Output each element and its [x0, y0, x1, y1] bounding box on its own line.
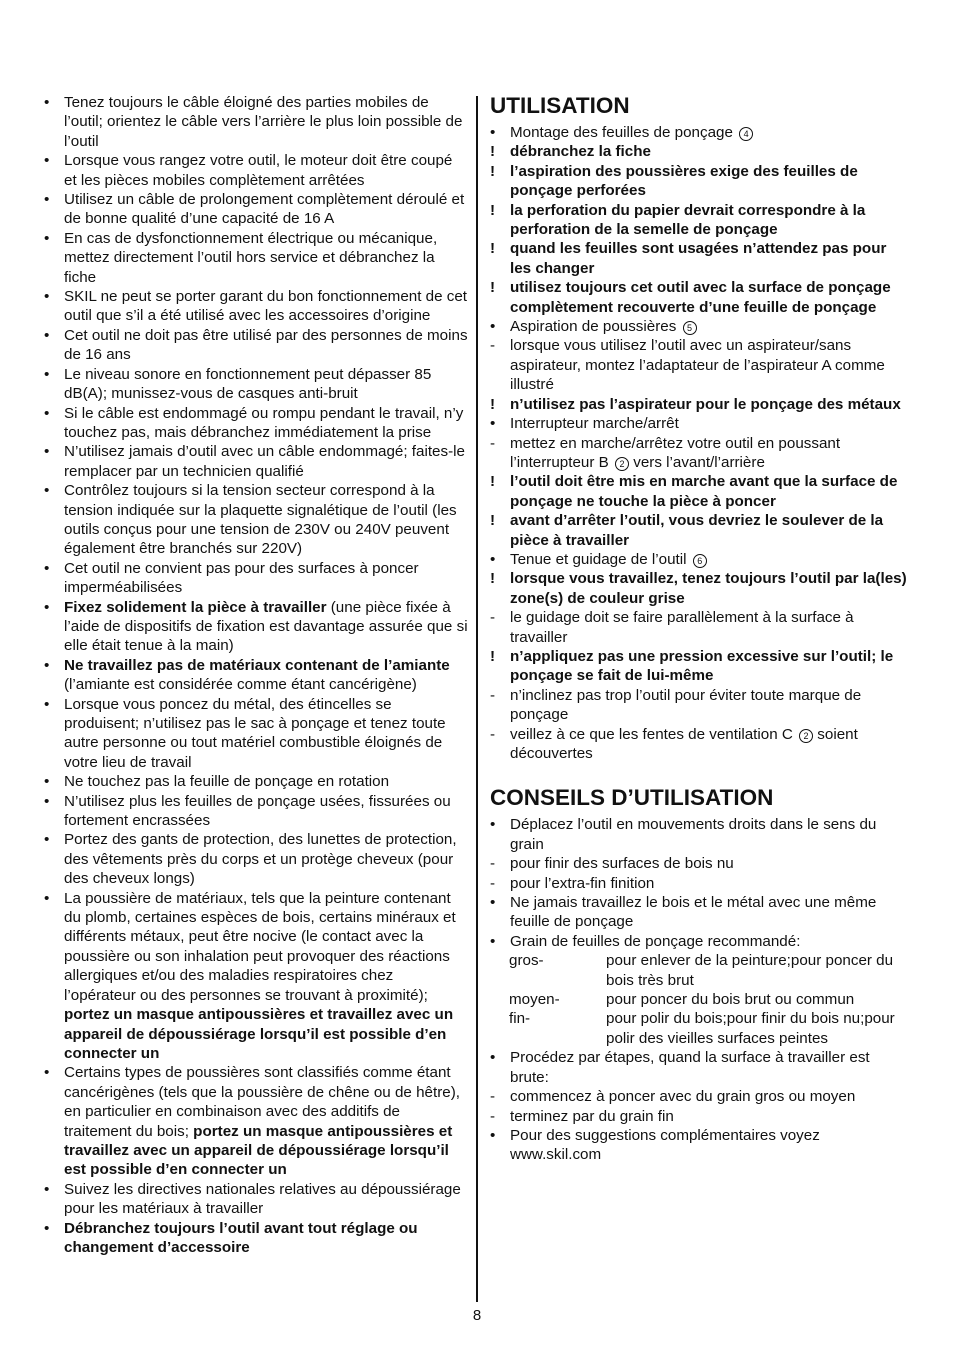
list-item: • Procédez par étapes, quand la surface à travailler est brute: — [490, 1048, 910, 1087]
list-item-montage: • Montage des feuilles de ponçage 4 — [490, 123, 910, 142]
list-item: • Lorsque vous poncez du métal, des étincelles se produisent; n’utilisez pas le sac à ponçage et tenez toute autre personne ou tout matériel combustible éloignés de votre lieu de travail — [44, 695, 468, 773]
list-item: • Ne touchez pas la feuille de ponçage en rotation — [44, 772, 468, 791]
page-number: 8 — [472, 1307, 482, 1324]
list-item: • Débranchez toujours l’outil avant tout réglage ou changement d’accessoire — [44, 1219, 468, 1258]
warning-sub-item: ! l’aspiration des poussières exige des feuilles de ponçage perforées — [490, 162, 858, 200]
right-column — [490, 93, 910, 1165]
warning-sub-item: ! avant d’arrêter l’outil, vous devriez le soulever de la pièce à travailler — [490, 512, 884, 549]
list-item: • Suivez les directives nationales relatives au dépoussiérage pour les matériaux à travailler — [44, 1180, 468, 1219]
warning-sub-item: ! l’outil doit être mis en marche avant que la surface de ponçage ne touche la pièce à poncer — [490, 473, 898, 510]
sub-item: - mettez en marche/arrêtez votre outil en poussant l’interrupteur B 2 vers l’avant/l’arrière — [490, 434, 841, 471]
safety-list — [44, 93, 468, 1257]
list-item-aspiration: • Aspiration de poussières 5 — [490, 317, 910, 336]
grain-grid — [509, 951, 910, 1048]
sub-item: - le guidage doit se faire parallèlement à la surface à travailler — [490, 609, 854, 646]
grain-description: pour enlever de la peinture;pour poncer du bois très brut — [606, 952, 894, 989]
sub-item: - pour finir des surfaces de bois nu — [490, 855, 734, 873]
warning-sub-item: ! débranchez la fiche — [490, 143, 651, 161]
grain-description: pour polir du bois;pour finir du bois nu;pour polir des vieilles surfaces peintes — [606, 1010, 895, 1047]
list-item: • Cet outil ne convient pas pour des surfaces à poncer imperméabilisées — [44, 559, 468, 598]
ref-number-icon: 2 — [799, 729, 813, 743]
sub-item: - commencez à poncer avec du grain gros ou moyen — [490, 1088, 856, 1106]
sub-item: - veillez à ce que les fentes de ventilation C 2 soient découvertes — [490, 725, 858, 762]
list-item: • La poussière de matériaux, tels que la peinture contenant du plomb, certaines espèces de bois, certains minéraux et différents métaux, peut être nocive (le contact avec la poussière ou son inhalation peut provoquer des réactions allergiques et/ou des maladies respiratoires chez l’opérateur ou des personnes se trouvant à proximité); portez un masque antipoussières et travaillez avec un appareil de dépoussiérage lorsqu’il est possible d’en connecter un — [44, 889, 468, 1064]
list-item: • Fixez solidement la pièce à travailler (une pièce fixée à l’aide de dispositifs de fixation est davantage assurée que si elle était tenue à la main) — [44, 598, 468, 656]
grain-term: gros- — [509, 952, 544, 970]
utilisation-list — [490, 123, 910, 763]
list-item: • Cet outil ne doit pas être utilisé par des personnes de moins de 16 ans — [44, 326, 468, 365]
ref-number-icon: 5 — [683, 321, 697, 335]
list-item: • N’utilisez plus les feuilles de ponçage usées, fissurées ou fortement encrassées — [44, 792, 468, 831]
ref-number-icon: 6 — [693, 554, 707, 568]
list-item: • Contrôlez toujours si la tension secteur correspond à la tension indiquée sur la plaquette signalétique de l’outil (les outils conçus pour une tension de 230V ou 240V peuvent également être branchés sur 220V) — [44, 481, 468, 559]
ref-number-icon: 4 — [739, 127, 753, 141]
list-item-interrupteur: • Interrupteur marche/arrêt — [490, 414, 910, 433]
list-item: • Tenez toujours le câble éloigné des parties mobiles de l’outil; orientez le câble vers l’arrière le plus loin possible de l’outil — [44, 93, 468, 151]
ref-number-icon: 2 — [615, 457, 629, 471]
grain-description: pour poncer du bois brut ou commun — [606, 991, 855, 1009]
left-column — [44, 93, 468, 1257]
list-item: • Utilisez un câble de prolongement complètement déroulé et de bonne qualité d’une capacité de 16 A — [44, 190, 468, 229]
warning-sub-item: ! utilisez toujours cet outil avec la surface de ponçage complètement recouverte d’une feuille de ponçage — [490, 279, 891, 316]
warning-sub-item: ! n’appliquez pas une pression excessive sur l’outil; le ponçage se fait de lui-même — [490, 647, 894, 685]
list-item: • Le niveau sonore en fonctionnement peut dépasser 85 dB(A); munissez-vous de casques anti-bruit — [44, 365, 468, 404]
warning-sub-item: ! lorsque vous travaillez, tenez toujours l’outil par la(les) zone(s) de couleur grise — [490, 570, 907, 607]
warning-sub-item: ! n’utilisez pas l’aspirateur pour le ponçage des métaux — [490, 395, 901, 413]
conseils-section — [490, 785, 910, 1164]
section-heading-conseils: CONSEILS D’UTILISATION — [490, 785, 774, 811]
sub-item: - terminez par du grain fin — [490, 1107, 674, 1125]
list-item: • Certains types de poussières sont classifiés comme étant cancérigènes (tels que la poussière de chêne ou de hêtre), en particulier en combinaison avec des additifs de traitement du bois; portez un masque antipoussières et travaillez avec un appareil de dépoussiérage lorsqu’il est possible d’en connecter un — [44, 1063, 468, 1179]
montage-subs — [490, 142, 910, 317]
list-item: • Pour des suggestions complémentaires voyez www.skil.com — [490, 1126, 910, 1165]
column-divider — [476, 96, 478, 1302]
list-item: • Lorsque vous rangez votre outil, le moteur doit être coupé et les pièces mobiles complètement arrêtées — [44, 151, 468, 190]
sub-item: - n’inclinez pas trop l’outil pour éviter toute marque de ponçage — [490, 686, 862, 724]
list-item: • Grain de feuilles de ponçage recommandé: — [490, 932, 910, 951]
list-item: • En cas de dysfonctionnement électrique ou mécanique, mettez directement l’outil hors service et débranchez la fiche — [44, 229, 468, 287]
list-item: • Portez des gants de protection, des lunettes de protection, des vêtements près du corps et un protège cheveux (pour des cheveux longs) — [44, 830, 468, 888]
list-item-tenue: • Tenue et guidage de l’outil 6 — [490, 550, 910, 569]
sub-item: - pour l’extra-fin finition — [490, 874, 655, 892]
warning-sub-item: ! la perforation du papier devrait correspondre à la perforation de la semelle de ponçage — [490, 201, 866, 239]
list-item: • N’utilisez jamais d’outil avec un câble endommagé; faites-le remplacer par un technicien qualifié — [44, 442, 468, 481]
grain-term: fin- — [509, 1010, 531, 1028]
section-heading-utilisation: UTILISATION — [490, 93, 630, 118]
conseils-list — [490, 815, 910, 1164]
sub-item: - lorsque vous utilisez l’outil avec un aspirateur/sans aspirateur, montez l’adaptateur de l’aspirateur A comme illustré — [490, 337, 885, 394]
list-item: • Ne jamais travaillez le bois et le métal avec une même feuille de ponçage — [490, 893, 910, 932]
warning-sub-item: ! quand les feuilles sont usagées n’attendez pas pour les changer — [490, 240, 887, 277]
grain-table — [490, 951, 910, 1048]
list-item: • Si le câble est endommagé ou rompu pendant le travail, n’y touchez pas, mais débranchez immédiatement la prise — [44, 404, 468, 443]
list-item: • Déplacez l’outil en mouvements droits dans le sens du grain — [490, 815, 910, 854]
grain-term: moyen- — [509, 991, 560, 1009]
list-item: • Ne travaillez pas de matériaux contenant de l’amiante (l’amiante est considérée comme étant cancérigène) — [44, 656, 468, 695]
list-item: • SKIL ne peut se porter garant du bon fonctionnement de cet outil que s’il a été utilisé avec les accessoires d’origine — [44, 287, 468, 326]
